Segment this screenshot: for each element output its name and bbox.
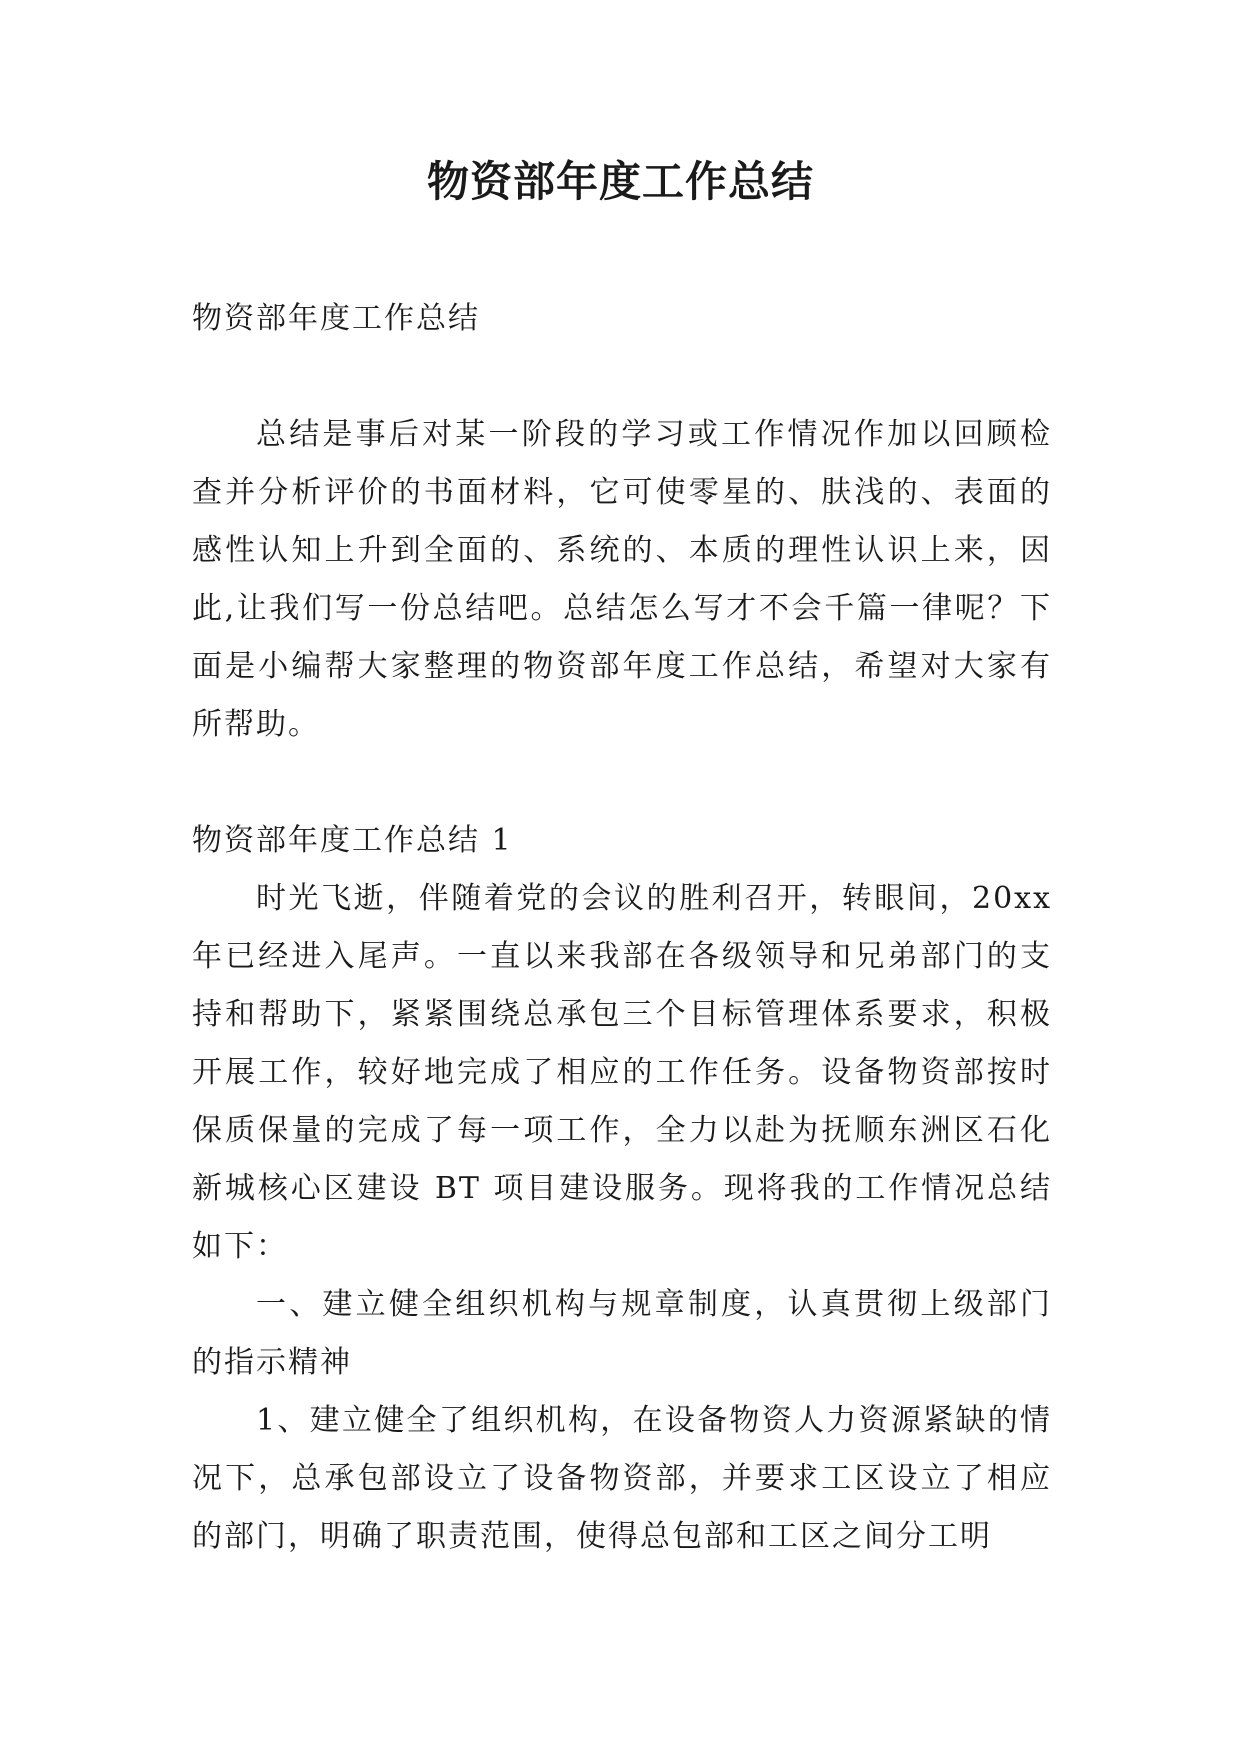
body-paragraph-1: 时光飞逝，伴随着党的会议的胜利召开，转眼间，20xx 年已经进入尾声。一直以来我部在各级领导和兄弟部门的支持和帮助下，紧紧围绕总承包三个目标管理体系要求，积极开展工作，较好地完成了相应的工作任务。设备物资部按时保质保量的完成了每一项工作，全力以赴为抚顺东洲区石化新城核心区建设 BT 项目建设服务。现将我的工作情况总结如下： <box>192 881 1052 1264</box>
section-heading: 物资部年度工作总结 1 <box>192 823 513 858</box>
body-paragraph-2: 一、建立健全组织机构与规章制度，认真贯彻上级部门的指示精神 <box>192 1287 1052 1380</box>
document-body <box>192 290 1052 1566</box>
subtitle-line: 物资部年度工作总结 <box>192 301 480 336</box>
body-paragraph-3: 1、建立健全了组织机构，在设备物资人力资源紧缺的情况下，总承包部设立了设备物资部，并要求工区设立了相应的部门，明确了职责范围，使得总包部和工区之间分工明 <box>192 1403 1052 1554</box>
document-title: 物资部年度工作总结 <box>426 157 814 206</box>
intro-paragraph: 总结是事后对某一阶段的学习或工作情况作加以回顾检查并分析评价的书面材料，它可使零星的、肤浅的、表面的感性认知上升到全面的、系统的、本质的理性认识上来，因此,让我们写一份总结吧。总结怎么写才不会千篇一律呢？下面是小编帮大家整理的物资部年度工作总结，希望对大家有所帮助。 <box>192 417 1052 742</box>
